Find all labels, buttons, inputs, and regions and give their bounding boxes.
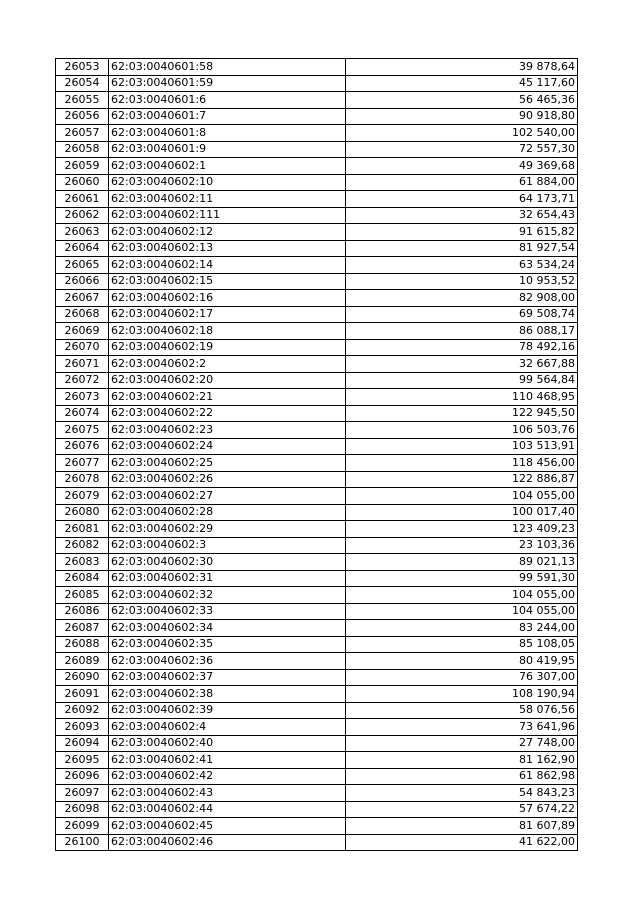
- cadastral-number-cell: 62:03:0040602:18: [109, 323, 346, 340]
- cadastral-number-cell: 62:03:0040602:16: [109, 290, 346, 307]
- row-number-cell: 26060: [56, 174, 109, 191]
- row-number-cell: 26078: [56, 471, 109, 488]
- cadastral-value-cell: 78 492,16: [346, 339, 578, 356]
- cadastral-value-cell: 102 540,00: [346, 125, 578, 142]
- table-row: [56, 570, 578, 587]
- cadastral-value-cell: 61 884,00: [346, 174, 578, 191]
- cadastral-number-cell: 62:03:0040602:21: [109, 389, 346, 406]
- cadastral-number-cell: 62:03:0040602:29: [109, 521, 346, 538]
- cadastral-value-cell: 85 108,05: [346, 636, 578, 653]
- table-row: [56, 306, 578, 323]
- cadastral-number-cell: 62:03:0040602:13: [109, 240, 346, 257]
- cadastral-value-cell: 82 908,00: [346, 290, 578, 307]
- cadastral-number-cell: 62:03:0040601:8: [109, 125, 346, 142]
- table-row: [56, 587, 578, 604]
- row-number-cell: 26089: [56, 653, 109, 670]
- table-row: [56, 257, 578, 274]
- cadastral-value-cell: 64 173,71: [346, 191, 578, 208]
- table-row: [56, 158, 578, 175]
- cadastral-number-cell: 62:03:0040602:26: [109, 471, 346, 488]
- cadastral-number-cell: 62:03:0040602:27: [109, 488, 346, 505]
- table-row: [56, 141, 578, 158]
- row-number-cell: 26084: [56, 570, 109, 587]
- table-row: [56, 240, 578, 257]
- cadastral-number-cell: 62:03:0040602:35: [109, 636, 346, 653]
- cadastral-number-cell: 62:03:0040602:34: [109, 620, 346, 637]
- row-number-cell: 26053: [56, 59, 109, 76]
- table-row: [56, 438, 578, 455]
- row-number-cell: 26069: [56, 323, 109, 340]
- cadastral-number-cell: 62:03:0040602:36: [109, 653, 346, 670]
- table-row: [56, 686, 578, 703]
- cadastral-value-cell: 123 409,23: [346, 521, 578, 538]
- cadastral-value-cell: 72 557,30: [346, 141, 578, 158]
- table-row: [56, 125, 578, 142]
- row-number-cell: 26058: [56, 141, 109, 158]
- row-number-cell: 26070: [56, 339, 109, 356]
- row-number-cell: 26086: [56, 603, 109, 620]
- table-row: [56, 471, 578, 488]
- cadastral-value-cell: 45 117,60: [346, 75, 578, 92]
- table-row: [56, 323, 578, 340]
- cadastral-value-cell: 54 843,23: [346, 785, 578, 802]
- row-number-cell: 26099: [56, 818, 109, 835]
- cadastral-value-cell: 99 591,30: [346, 570, 578, 587]
- row-number-cell: 26059: [56, 158, 109, 175]
- cadastral-number-cell: 62:03:0040601:6: [109, 92, 346, 109]
- table-row: [56, 521, 578, 538]
- row-number-cell: 26080: [56, 504, 109, 521]
- row-number-cell: 26094: [56, 735, 109, 752]
- table-row: [56, 504, 578, 521]
- cadastral-value-cell: 69 508,74: [346, 306, 578, 323]
- cadastral-value-cell: 73 641,96: [346, 719, 578, 736]
- cadastral-value-cell: 56 465,36: [346, 92, 578, 109]
- table-row: [56, 818, 578, 835]
- cadastral-number-cell: 62:03:0040602:31: [109, 570, 346, 587]
- row-number-cell: 26071: [56, 356, 109, 373]
- cadastral-number-cell: 62:03:0040602:46: [109, 834, 346, 851]
- cadastral-number-cell: 62:03:0040602:111: [109, 207, 346, 224]
- cadastral-number-cell: 62:03:0040602:39: [109, 702, 346, 719]
- table-row: [56, 59, 578, 76]
- cadastral-value-cell: 99 564,84: [346, 372, 578, 389]
- cadastral-value-cell: 23 103,36: [346, 537, 578, 554]
- cadastral-number-cell: 62:03:0040601:9: [109, 141, 346, 158]
- cadastral-number-cell: 62:03:0040602:12: [109, 224, 346, 241]
- table-row: [56, 108, 578, 125]
- row-number-cell: 26075: [56, 422, 109, 439]
- table-body: [56, 59, 578, 851]
- table-row: [56, 752, 578, 769]
- cadastral-number-cell: 62:03:0040602:30: [109, 554, 346, 571]
- cadastral-number-cell: 62:03:0040602:25: [109, 455, 346, 472]
- cadastral-value-cell: 80 419,95: [346, 653, 578, 670]
- table-row: [56, 554, 578, 571]
- cadastral-value-cell: 122 945,50: [346, 405, 578, 422]
- row-number-cell: 26066: [56, 273, 109, 290]
- table-row: [56, 603, 578, 620]
- row-number-cell: 26055: [56, 92, 109, 109]
- cadastral-number-cell: 62:03:0040601:7: [109, 108, 346, 125]
- table-row: [56, 455, 578, 472]
- cadastral-number-cell: 62:03:0040602:23: [109, 422, 346, 439]
- table-row: [56, 422, 578, 439]
- cadastral-value-cell: 104 055,00: [346, 587, 578, 604]
- row-number-cell: 26068: [56, 306, 109, 323]
- cadastral-value-cell: 91 615,82: [346, 224, 578, 241]
- table-row: [56, 207, 578, 224]
- table-row: [56, 75, 578, 92]
- row-number-cell: 26096: [56, 768, 109, 785]
- cadastral-number-cell: 62:03:0040602:19: [109, 339, 346, 356]
- cadastral-number-cell: 62:03:0040601:58: [109, 59, 346, 76]
- row-number-cell: 26074: [56, 405, 109, 422]
- cadastral-value-cell: 90 918,80: [346, 108, 578, 125]
- row-number-cell: 26057: [56, 125, 109, 142]
- cadastral-value-cell: 103 513,91: [346, 438, 578, 455]
- cadastral-value-cell: 61 862,98: [346, 768, 578, 785]
- row-number-cell: 26065: [56, 257, 109, 274]
- cadastral-number-cell: 62:03:0040602:14: [109, 257, 346, 274]
- table-row: [56, 372, 578, 389]
- cadastral-number-cell: 62:03:0040602:1: [109, 158, 346, 175]
- cadastral-value-table: [55, 58, 578, 851]
- row-number-cell: 26088: [56, 636, 109, 653]
- row-number-cell: 26085: [56, 587, 109, 604]
- table-row: [56, 719, 578, 736]
- row-number-cell: 26095: [56, 752, 109, 769]
- row-number-cell: 26056: [56, 108, 109, 125]
- row-number-cell: 26062: [56, 207, 109, 224]
- table-row: [56, 537, 578, 554]
- cadastral-number-cell: 62:03:0040602:2: [109, 356, 346, 373]
- table-row: [56, 224, 578, 241]
- table-row: [56, 653, 578, 670]
- row-number-cell: 26098: [56, 801, 109, 818]
- row-number-cell: 26081: [56, 521, 109, 538]
- row-number-cell: 26090: [56, 669, 109, 686]
- row-number-cell: 26091: [56, 686, 109, 703]
- table-row: [56, 620, 578, 637]
- cadastral-value-cell: 83 244,00: [346, 620, 578, 637]
- cadastral-number-cell: 62:03:0040602:37: [109, 669, 346, 686]
- cadastral-number-cell: 62:03:0040601:59: [109, 75, 346, 92]
- row-number-cell: 26072: [56, 372, 109, 389]
- cadastral-number-cell: 62:03:0040602:43: [109, 785, 346, 802]
- cadastral-number-cell: 62:03:0040602:24: [109, 438, 346, 455]
- cadastral-value-cell: 49 369,68: [346, 158, 578, 175]
- cadastral-number-cell: 62:03:0040602:45: [109, 818, 346, 835]
- row-number-cell: 26077: [56, 455, 109, 472]
- table-row: [56, 356, 578, 373]
- table-row: [56, 273, 578, 290]
- cadastral-value-cell: 104 055,00: [346, 603, 578, 620]
- cadastral-value-cell: 108 190,94: [346, 686, 578, 703]
- cadastral-value-cell: 10 953,52: [346, 273, 578, 290]
- row-number-cell: 26093: [56, 719, 109, 736]
- cadastral-value-cell: 76 307,00: [346, 669, 578, 686]
- table-row: [56, 785, 578, 802]
- cadastral-value-cell: 104 055,00: [346, 488, 578, 505]
- row-number-cell: 26083: [56, 554, 109, 571]
- cadastral-value-cell: 63 534,24: [346, 257, 578, 274]
- table-row: [56, 174, 578, 191]
- table-row: [56, 405, 578, 422]
- cadastral-value-cell: 57 674,22: [346, 801, 578, 818]
- row-number-cell: 26087: [56, 620, 109, 637]
- row-number-cell: 26100: [56, 834, 109, 851]
- cadastral-number-cell: 62:03:0040602:4: [109, 719, 346, 736]
- cadastral-value-cell: 27 748,00: [346, 735, 578, 752]
- table-row: [56, 191, 578, 208]
- table-row: [56, 636, 578, 653]
- cadastral-value-cell: 89 021,13: [346, 554, 578, 571]
- cadastral-number-cell: 62:03:0040602:22: [109, 405, 346, 422]
- cadastral-number-cell: 62:03:0040602:17: [109, 306, 346, 323]
- row-number-cell: 26063: [56, 224, 109, 241]
- table-row: [56, 768, 578, 785]
- cadastral-number-cell: 62:03:0040602:42: [109, 768, 346, 785]
- cadastral-number-cell: 62:03:0040602:33: [109, 603, 346, 620]
- cadastral-number-cell: 62:03:0040602:28: [109, 504, 346, 521]
- cadastral-value-cell: 110 468,95: [346, 389, 578, 406]
- cadastral-value-cell: 118 456,00: [346, 455, 578, 472]
- cadastral-value-cell: 81 927,54: [346, 240, 578, 257]
- cadastral-number-cell: 62:03:0040602:11: [109, 191, 346, 208]
- cadastral-number-cell: 62:03:0040602:44: [109, 801, 346, 818]
- cadastral-number-cell: 62:03:0040602:10: [109, 174, 346, 191]
- cadastral-value-cell: 39 878,64: [346, 59, 578, 76]
- cadastral-value-cell: 106 503,76: [346, 422, 578, 439]
- row-number-cell: 26092: [56, 702, 109, 719]
- cadastral-number-cell: 62:03:0040602:3: [109, 537, 346, 554]
- cadastral-number-cell: 62:03:0040602:40: [109, 735, 346, 752]
- row-number-cell: 26061: [56, 191, 109, 208]
- cadastral-value-cell: 41 622,00: [346, 834, 578, 851]
- cadastral-number-cell: 62:03:0040602:15: [109, 273, 346, 290]
- cadastral-value-cell: 32 667,88: [346, 356, 578, 373]
- row-number-cell: 26082: [56, 537, 109, 554]
- cadastral-value-cell: 32 654,43: [346, 207, 578, 224]
- cadastral-value-cell: 81 162,90: [346, 752, 578, 769]
- table-row: [56, 290, 578, 307]
- table-row: [56, 339, 578, 356]
- row-number-cell: 26054: [56, 75, 109, 92]
- table-row: [56, 92, 578, 109]
- table-row: [56, 488, 578, 505]
- cadastral-number-cell: 62:03:0040602:38: [109, 686, 346, 703]
- row-number-cell: 26067: [56, 290, 109, 307]
- cadastral-number-cell: 62:03:0040602:32: [109, 587, 346, 604]
- table-row: [56, 834, 578, 851]
- cadastral-value-cell: 122 886,87: [346, 471, 578, 488]
- row-number-cell: 26079: [56, 488, 109, 505]
- table-row: [56, 801, 578, 818]
- row-number-cell: 26073: [56, 389, 109, 406]
- table-row: [56, 389, 578, 406]
- row-number-cell: 26064: [56, 240, 109, 257]
- table-row: [56, 735, 578, 752]
- cadastral-number-cell: 62:03:0040602:41: [109, 752, 346, 769]
- cadastral-number-cell: 62:03:0040602:20: [109, 372, 346, 389]
- cadastral-value-cell: 100 017,40: [346, 504, 578, 521]
- cadastral-value-cell: 86 088,17: [346, 323, 578, 340]
- cadastral-value-cell: 81 607,89: [346, 818, 578, 835]
- table-row: [56, 702, 578, 719]
- cadastral-value-cell: 58 076,56: [346, 702, 578, 719]
- row-number-cell: 26097: [56, 785, 109, 802]
- table-row: [56, 669, 578, 686]
- row-number-cell: 26076: [56, 438, 109, 455]
